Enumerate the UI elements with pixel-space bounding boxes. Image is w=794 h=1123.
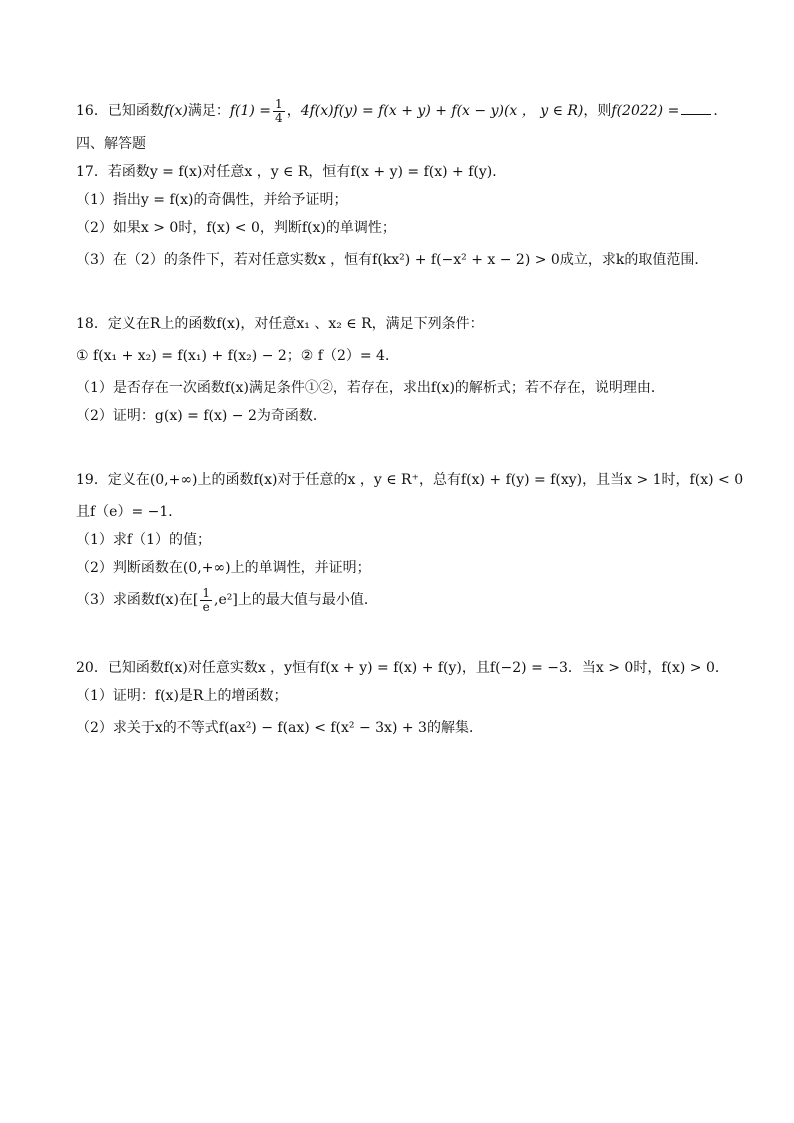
q16-fraction — [273, 98, 285, 125]
q19-frac-den: e — [202, 599, 210, 614]
q16-frac-den: 4 — [275, 110, 283, 125]
question-20-part-2: （2）求关于x的不等式f(ax²) − f(ax) < f(x² − 3x) + 3的解集． — [76, 720, 483, 736]
question-18-conditions: ① f(x₁ + x₂) = f(x₁) + f(x₂) − 2；② f（2）= 4． — [76, 348, 399, 364]
question-20-stem: 20．已知函数f(x)对任意实数x ，y恒有f(x + y) = f(x) + f(y)，且f(−2) = −3．当x > 0时，f(x) > 0． — [76, 660, 729, 676]
q19-frac-num: 1 — [202, 585, 211, 600]
question-17-stem: 17．若函数y = f(x)对任意x ，y ∈ R，恒有f(x + y) = f(x) + f(y)． — [76, 164, 507, 180]
q16-satisfies: 满足： — [187, 103, 230, 119]
q19-p3-suffix: ,e²]上的最大值与最小值． — [214, 592, 378, 608]
q16-label: 16．已知函数 — [76, 103, 164, 119]
q19-fraction — [200, 587, 212, 614]
question-18-stem: 18．定义在R上的函数f(x)，对任意x₁ 、x₂ ∈ R，满足下列条件： — [76, 316, 484, 332]
q16-target: f(2022) = — [611, 103, 680, 119]
question-18-part-2: （2）证明：g(x) = f(x) − 2为奇函数． — [76, 408, 327, 424]
question-16 — [76, 96, 726, 126]
question-19-part-3 — [76, 586, 726, 614]
q16-equation: 4f(x)f(y) = f(x + y) + f(x − y)(x ， y ∈ R) — [300, 103, 584, 119]
question-20-part-1: （1）证明：f(x)是R上的增函数； — [76, 688, 288, 704]
question-19-part-2: （2）判断函数在(0,+∞)上的单调性，并证明； — [76, 560, 371, 576]
q16-end: ． — [713, 103, 728, 119]
question-17-part-1: （1）指出y = f(x)的奇偶性，并给予证明； — [76, 192, 348, 208]
q19-p3-prefix: （3）求函数f(x)在[ — [76, 592, 199, 608]
question-19-stem-2: 且f（e）= −1． — [76, 504, 183, 520]
question-19-part-1: （1）求f（1）的值； — [76, 532, 211, 548]
q16-function: f(x) — [163, 103, 188, 119]
q16-comma: ， — [286, 103, 301, 119]
q16-answer-blank — [681, 100, 711, 115]
q16-f1: f(1) = — [229, 103, 272, 119]
question-19-stem: 19．定义在(0,+∞)上的函数f(x)对于任意的x ，y ∈ R⁺，总有f(x) + f(y) = f(xy)，且当x > 1时，f(x) < 0 — [76, 472, 744, 488]
section-4-heading: 四、解答题 — [76, 136, 146, 152]
question-17-part-3: （3）在（2）的条件下，若对任意实数x ，恒有f(kx²) + f(−x² + x − 2) > 0成立，求k的取值范围． — [76, 252, 709, 268]
question-18-part-1: （1）是否存在一次函数f(x)满足条件①②，若存在，求出f(x)的解析式；若不存在，说明理由． — [76, 380, 665, 396]
question-17-part-2: （2）如果x > 0时，f(x) < 0，判断f(x)的单调性； — [76, 220, 396, 236]
q16-then: ，则 — [583, 103, 612, 119]
document-page — [76, 96, 744, 738]
q16-frac-num: 1 — [275, 96, 283, 111]
